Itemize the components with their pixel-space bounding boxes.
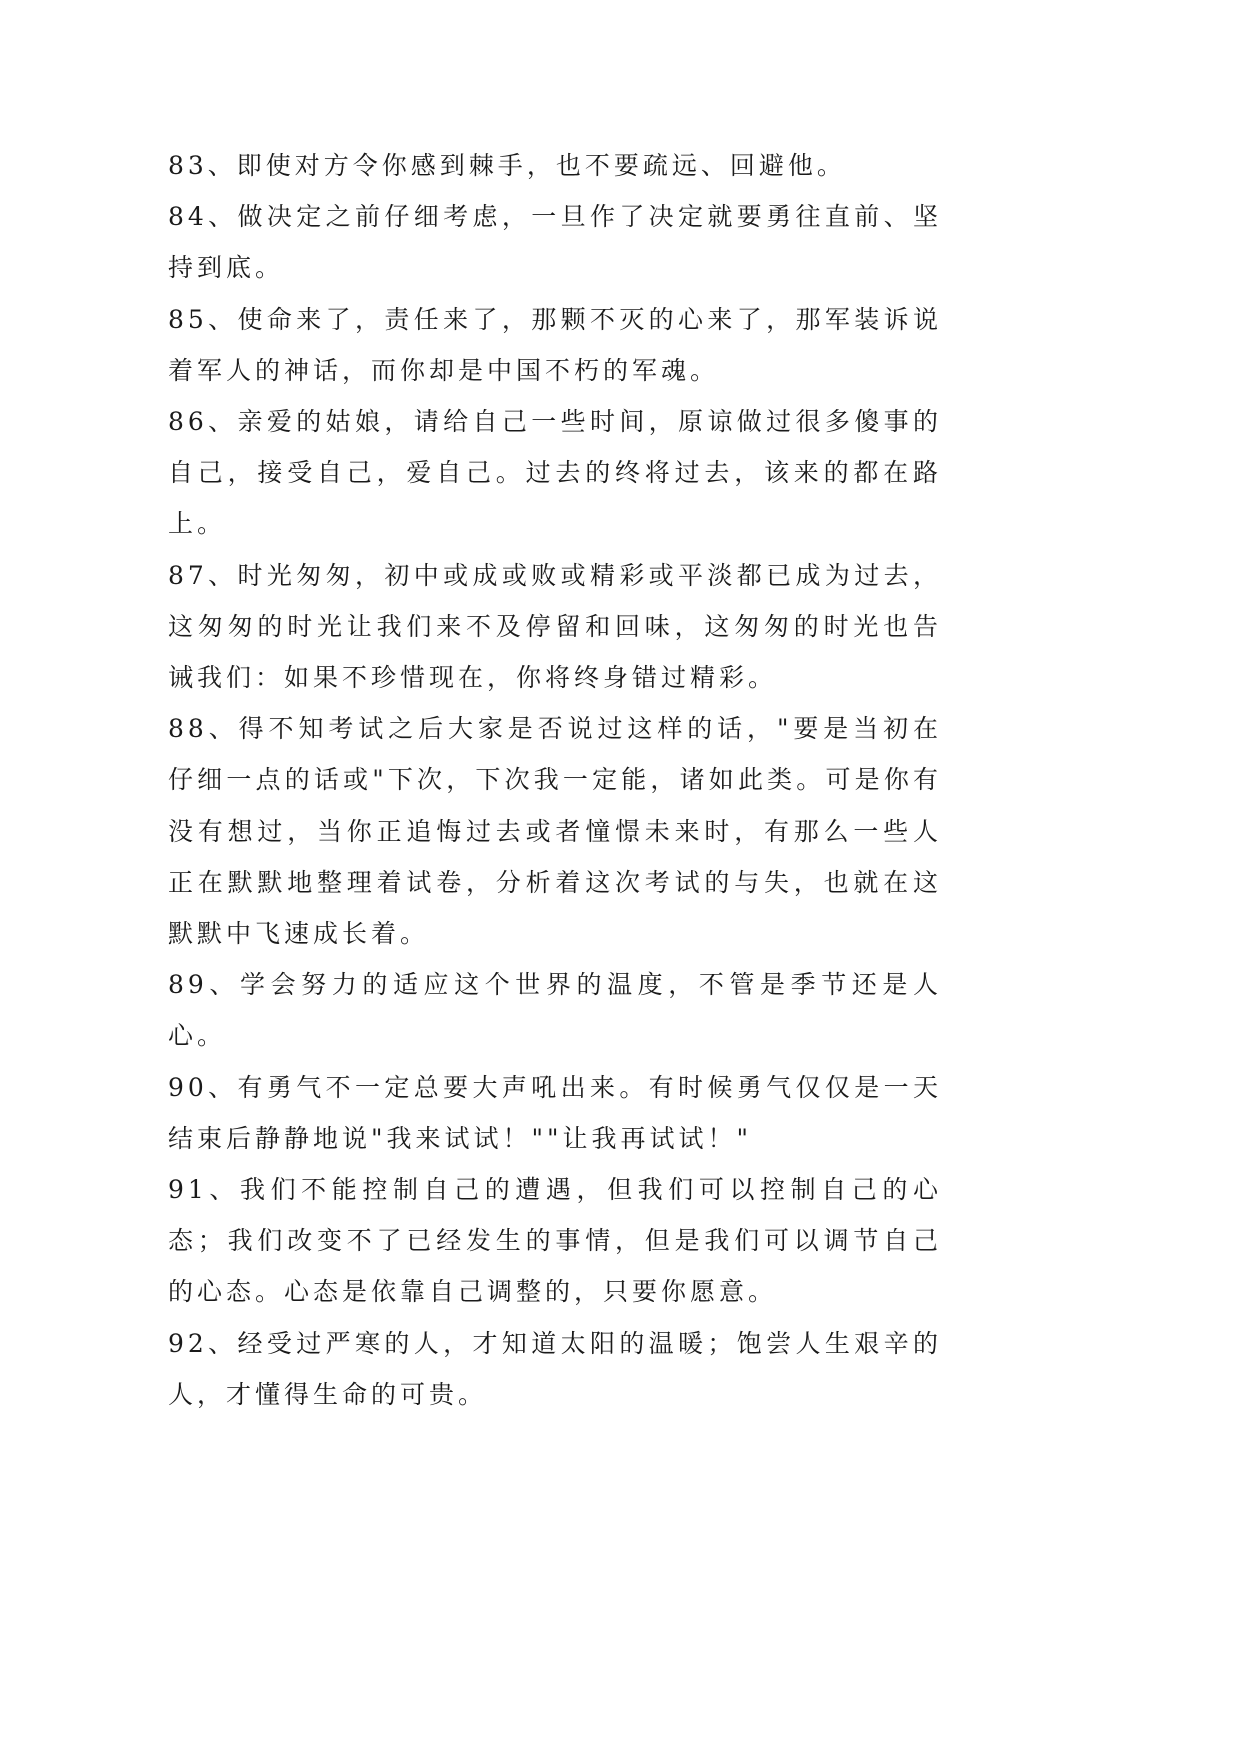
paragraph-83: 83、即使对方令你感到棘手，也不要疏远、回避他。 (168, 151, 846, 180)
paragraph-91: 91、我们不能控制自己的遭遇，但我们可以控制自己的心态；我们改变不了已经发生的事情，但是我们可以调节自己的心态。心态是依靠自己调整的，只要你愿意。 (168, 1175, 942, 1307)
paragraph-89: 89、学会努力的适应这个世界的温度，不管是季节还是人心。 (168, 970, 942, 1051)
paragraph-87: 87、时光匆匆，初中或成或败或精彩或平淡都已成为过去，这匆匆的时光让我们来不及停留和回味，这匆匆的时光也告诫我们：如果不珍惜现在，你将终身错过精彩。 (168, 560, 942, 693)
paragraph-84: 84、做决定之前仔细考虑，一旦作了决定就要勇往直前、坚持到底。 (168, 202, 942, 283)
document-body (168, 140, 942, 1420)
paragraph-85: 85、使命来了，责任来了，那颗不灭的心来了，那军装诉说着军人的神话，而你却是中国不朽的军魂。 (168, 304, 942, 385)
paragraph-86: 86、亲爱的姑娘，请给自己一些时间，原谅做过很多傻事的自己，接受自己，爱自己。过去的终将过去，该来的都在路上。 (168, 407, 942, 539)
paragraph-90: 90、有勇气不一定总要大声吼出来。有时候勇气仅仅是一天结束后静静地说"我来试试！""让我再试试！" (168, 1072, 942, 1153)
paragraph-88: 88、得不知考试之后大家是否说过这样的话，"要是当初在仔细一点的话或"下次，下次我一定能，诸如此类。可是你有没有想过，当你正追悔过去或者憧憬未来时，有那么一些人正在默默地整理着试卷，分析着这次考试的与失，也就在这默默中飞速成长着。 (168, 714, 942, 949)
paragraph-92: 92、经受过严寒的人，才知道太阳的温暖；饱尝人生艰辛的人，才懂得生命的可贵。 (168, 1328, 942, 1409)
